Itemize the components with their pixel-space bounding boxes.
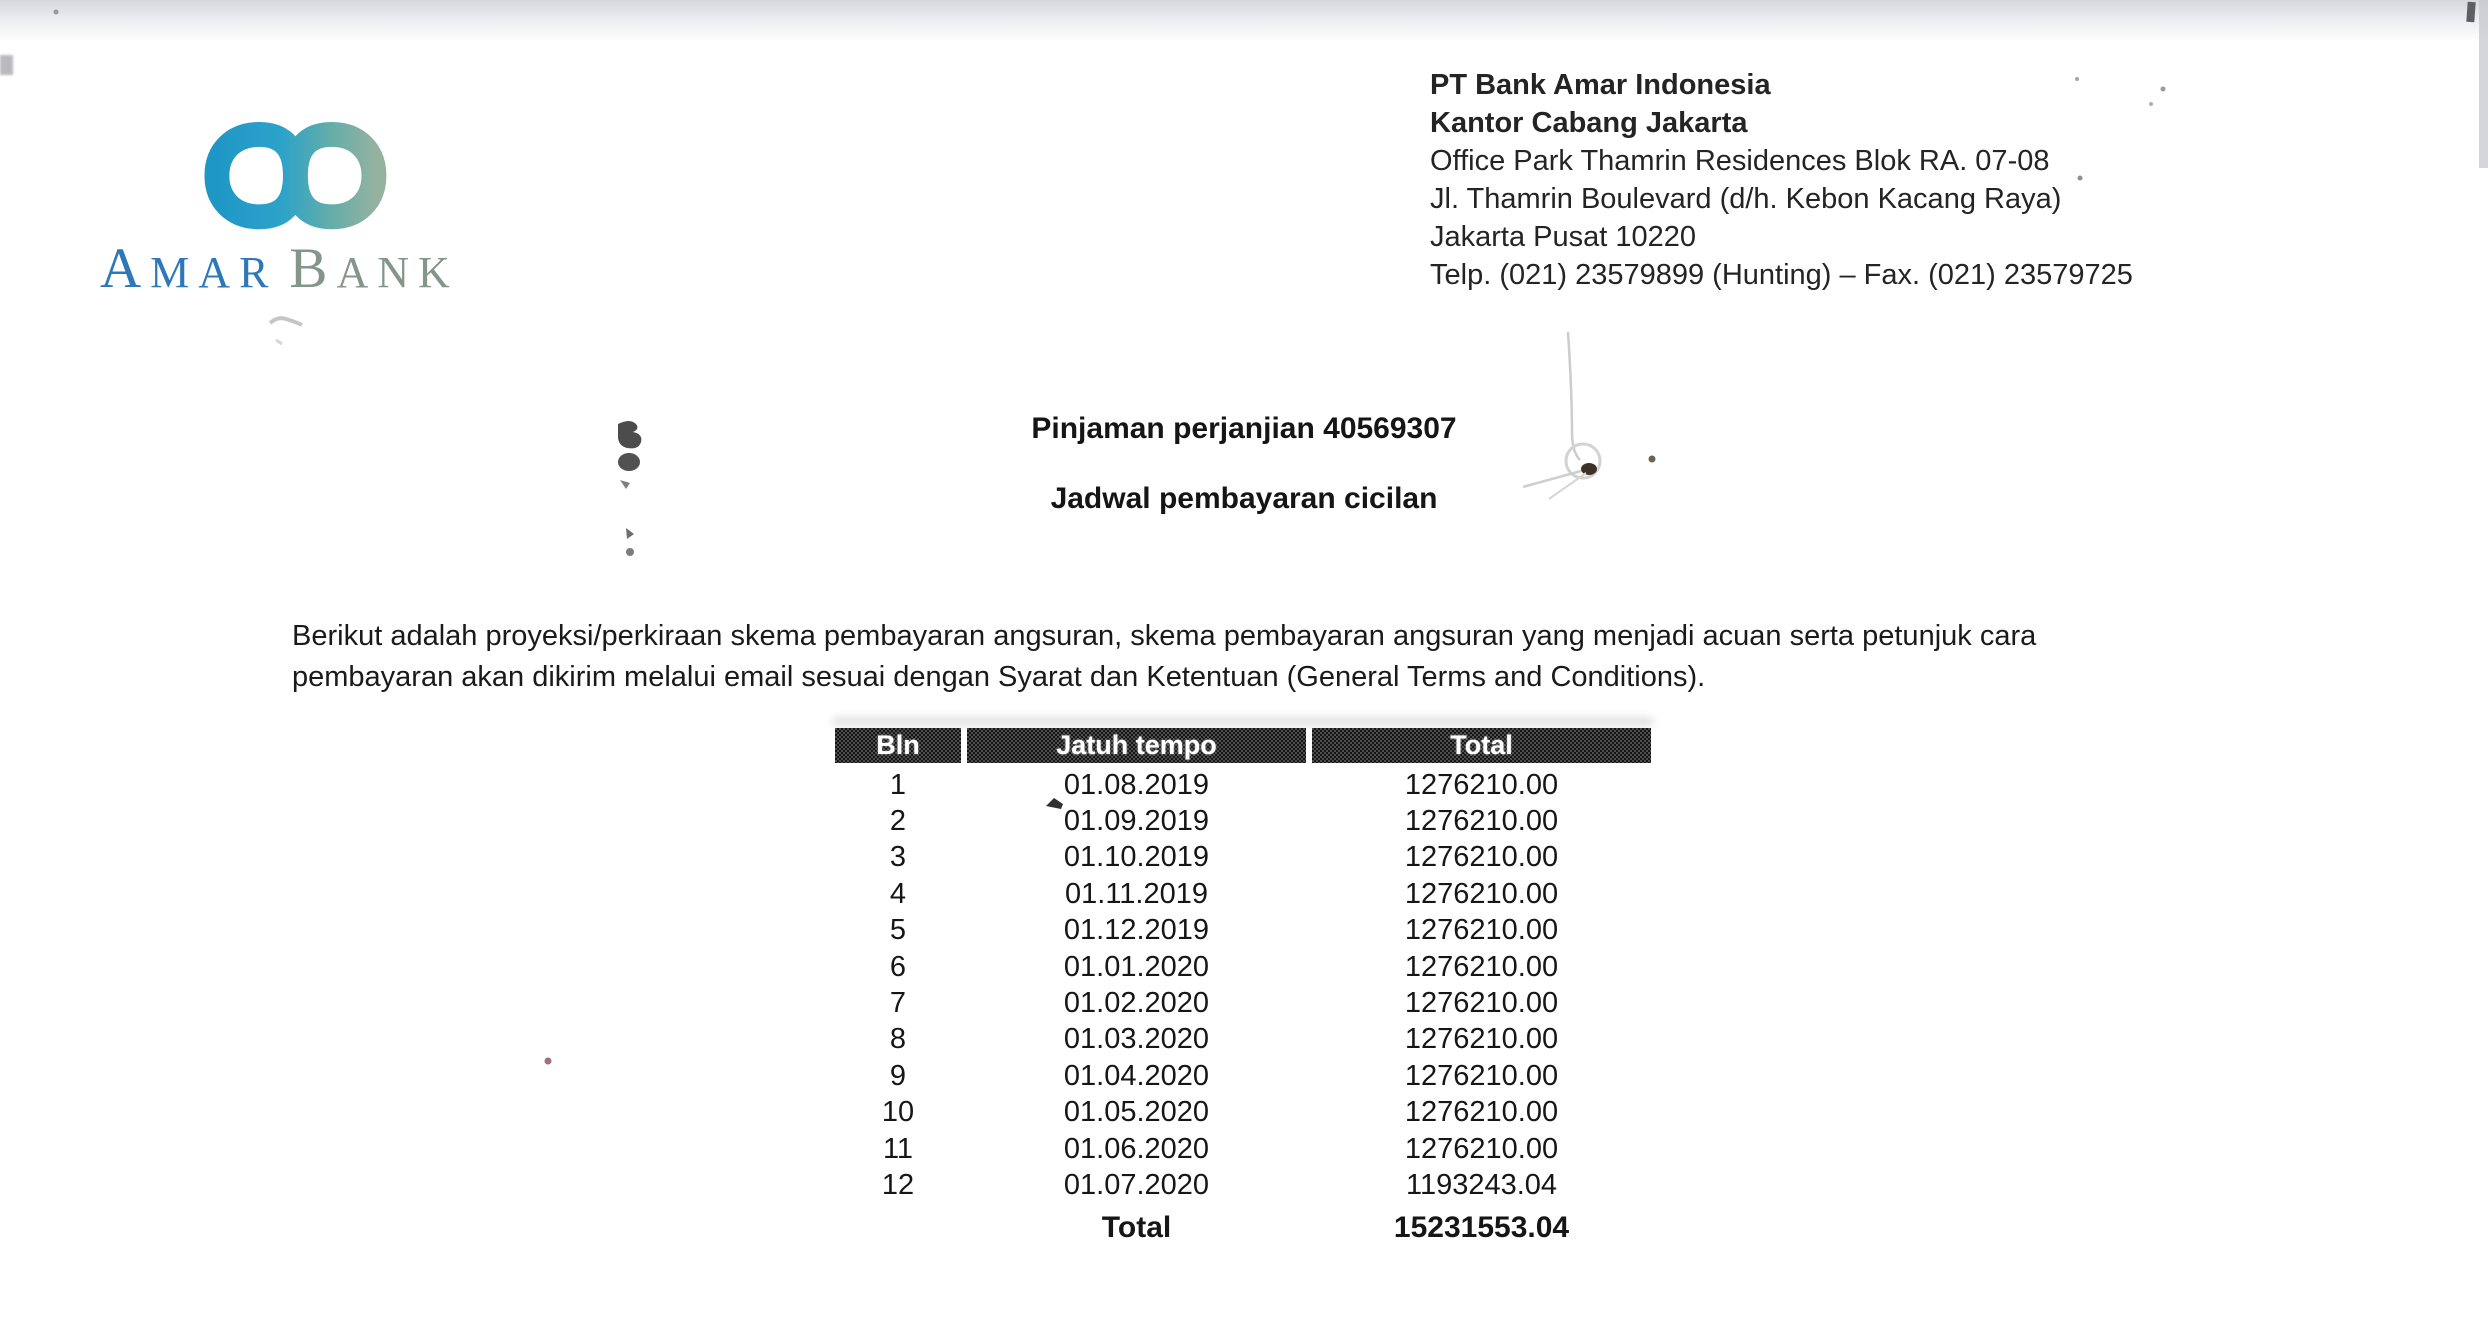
- cell-total: 1276210.00: [1404, 1132, 1559, 1165]
- cell-total: 1276210.00: [1404, 950, 1559, 983]
- cell-total: 1276210.00: [1404, 1023, 1559, 1056]
- cell-jatuh-tempo: 01.11.2019: [1065, 877, 1208, 910]
- cell-bln: 2: [889, 805, 907, 838]
- table-row: [835, 949, 1651, 985]
- cell-total: 1276210.00: [1404, 1096, 1559, 1129]
- table-row: [835, 1131, 1651, 1167]
- scan-edge-shadow-right: [2479, 0, 2488, 168]
- cell-jatuh-tempo: 01.01.2020: [1063, 950, 1210, 983]
- company-name: PT Bank Amar Indonesia: [1430, 69, 1771, 101]
- column-header-total: Total: [1312, 728, 1651, 763]
- table-row: [835, 876, 1651, 912]
- cell-bln: 10: [881, 1096, 915, 1129]
- document-title: Pinjaman perjanjian 40569307: [1031, 412, 1457, 445]
- column-header-jatuh-tempo: Jatuh tempo: [967, 728, 1306, 763]
- cell-jatuh-tempo: 01.07.2020: [1063, 1168, 1210, 1201]
- cell-bln: 8: [889, 1023, 907, 1056]
- table-total-row: [835, 1206, 1651, 1250]
- phone-fax-line: Telp. (021) 23579899 (Hunting) – Fax. (021) 23579725: [1430, 259, 2133, 291]
- address-line-1: Office Park Thamrin Residences Blok RA. 07-08: [1430, 145, 2050, 177]
- intro-paragraph: Berikut adalah proyeksi/perkiraan skema pembayaran angsuran, skema pembayaran angsuran yang menjadi acuan serta petunjuk cara pembayaran akan dikirim melalui email sesuai dengan Syarat dan Ketentuan (General Terms and Conditions).: [292, 620, 2037, 693]
- cell-bln: 7: [889, 987, 907, 1020]
- table-row: [835, 913, 1651, 949]
- amar-bank-wordmark: [100, 236, 560, 301]
- cell-bln: 1: [889, 768, 907, 801]
- table-row: [835, 985, 1651, 1021]
- cell-bln: 3: [889, 841, 907, 874]
- table-row: [835, 1058, 1651, 1094]
- letterhead-address-block: [1430, 66, 2133, 294]
- branch-name: Kantor Cabang Jakarta: [1430, 107, 1748, 139]
- table-body: [835, 767, 1651, 1204]
- brand-word-amar: AMAR: [100, 237, 278, 300]
- cell-jatuh-tempo: 01.12.2019: [1063, 914, 1210, 947]
- table-header-row: [835, 728, 1651, 763]
- address-line-2: Jl. Thamrin Boulevard (d/h. Kebon Kacang Raya): [1430, 183, 2062, 215]
- column-header-bln: Bln: [835, 728, 961, 763]
- table-scan-shadow: [833, 717, 1653, 726]
- cell-total: 1276210.00: [1404, 768, 1559, 801]
- cell-total: 1276210.00: [1404, 805, 1559, 838]
- total-amount: 15231553.04: [1393, 1210, 1570, 1244]
- cell-jatuh-tempo: 01.09.2019: [1063, 805, 1210, 838]
- table-row: [835, 1022, 1651, 1058]
- cell-total: 1276210.00: [1404, 1059, 1559, 1092]
- red-dot-mark: [545, 1058, 552, 1065]
- cell-jatuh-tempo: 01.02.2020: [1063, 987, 1210, 1020]
- cell-jatuh-tempo: 01.06.2020: [1063, 1132, 1210, 1165]
- brand-word-bank: BANK: [289, 237, 459, 300]
- cell-total: 1276210.00: [1404, 914, 1559, 947]
- total-label: Total: [1101, 1210, 1172, 1244]
- table-row: [835, 1095, 1651, 1131]
- cell-total-empty: [835, 1206, 961, 1250]
- cell-jatuh-tempo: 01.05.2020: [1063, 1096, 1210, 1129]
- scan-edge-mark-left: [0, 55, 13, 75]
- installment-schedule-table: [835, 728, 1651, 1250]
- pencil-squiggle-mark: [270, 318, 302, 344]
- cell-jatuh-tempo: 01.08.2019: [1063, 768, 1210, 801]
- scan-corner-mark: [2466, 2, 2475, 23]
- table-row: [835, 803, 1651, 839]
- cell-bln: 5: [889, 914, 907, 947]
- cell-total: 1276210.00: [1404, 987, 1559, 1020]
- scan-edge-shadow-top: [0, 0, 2488, 42]
- cell-total: 1193243.04: [1405, 1168, 1558, 1201]
- table-row: [835, 1167, 1651, 1203]
- table-row: [835, 767, 1651, 803]
- cell-bln: 12: [881, 1168, 915, 1201]
- cell-jatuh-tempo: 01.03.2020: [1063, 1023, 1210, 1056]
- cell-bln: 11: [882, 1132, 914, 1165]
- cell-jatuh-tempo: 01.10.2019: [1063, 841, 1210, 874]
- cell-jatuh-tempo: 01.04.2020: [1063, 1059, 1210, 1092]
- amar-bank-logo-icon: [185, 77, 425, 235]
- cell-bln: 6: [889, 950, 907, 983]
- document-subtitle: Jadwal pembayaran cicilan: [1050, 482, 1438, 515]
- table-row: [835, 840, 1651, 876]
- address-line-3: Jakarta Pusat 10220: [1430, 221, 1697, 253]
- cell-bln: 4: [889, 877, 907, 910]
- cell-total: 1276210.00: [1404, 877, 1559, 910]
- cell-total: 1276210.00: [1404, 841, 1559, 874]
- cell-bln: 9: [889, 1059, 907, 1092]
